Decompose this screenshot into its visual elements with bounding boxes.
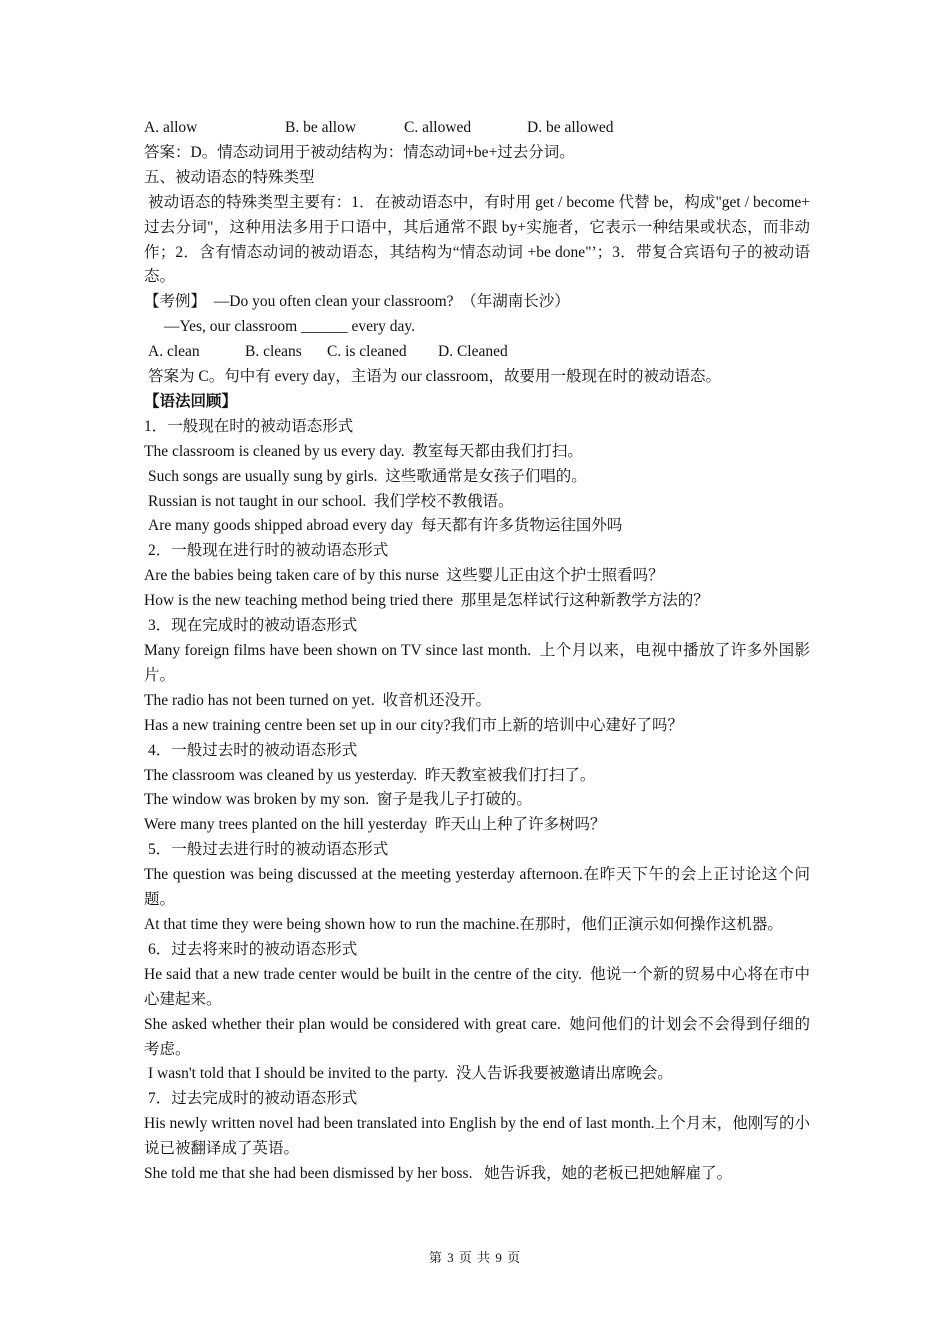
example-sentence: Russian is not taught in our school. 我们学校不教俄语。 <box>148 492 514 510</box>
option-b: B. cleans <box>245 343 302 361</box>
subsection-1-title: 1．一般现在时的被动语态形式 <box>144 417 354 435</box>
example-sentence: She told me that she had been dismissed by her boss. 她告诉我，她的老板已把她解雇了。 <box>144 1165 733 1183</box>
example-sentence: I wasn't told that I should be invited to the party. 没人告诉我要被邀请出席晚会。 <box>148 1065 673 1083</box>
example-sentence: He said that a new trade center would be built in the centre of the city. 他说一个新的贸易中心将在市中心建起来。 <box>144 965 810 1008</box>
answer-2: 答案为 C。句中有 every day，主语为 our classroom，故要用一般现在时的被动语态。 <box>148 368 722 386</box>
answer-options-1 <box>144 116 810 141</box>
subsection-6-title: 6．过去将来时的被动语态形式 <box>148 940 358 958</box>
option-d: D. be allowed <box>527 119 614 136</box>
page-content <box>144 116 814 1187</box>
example-sentence: The radio has not been turned on yet. 收音机还没开。 <box>144 691 491 709</box>
example-question: —Do you often clean your classroom? <box>213 293 454 311</box>
example-source: （年湖南长沙） <box>461 293 570 311</box>
option-c: C. allowed <box>404 119 472 136</box>
subsection-3-title: 3．现在完成时的被动语态形式 <box>148 617 358 635</box>
subsection-4-title: 4．一般过去时的被动语态形式 <box>148 741 358 759</box>
example-sentence: Are the babies being taken care of by this nurse 这些婴儿正由这个护士照看吗？ <box>144 567 664 585</box>
example <box>144 290 810 315</box>
option-b: B. be allow <box>285 119 357 136</box>
option-d: D. Cleaned <box>438 343 508 361</box>
answer-options-2 <box>144 340 810 365</box>
example-sentence: Were many trees planted on the hill yesterday 昨天山上种了许多树吗？ <box>144 816 606 834</box>
option-c: C. is cleaned <box>327 343 407 361</box>
option-a: A. allow <box>144 119 198 136</box>
example-sentence: His newly written novel had been translated into English by the end of last month.上个月末，他刚写的小说已被翻译成了英语。 <box>144 1115 810 1158</box>
subsection-7-title: 7．过去完成时的被动语态形式 <box>148 1090 358 1108</box>
example-answer-line: —Yes, our classroom ______ every day. <box>164 318 415 336</box>
example-sentence: Has a new training centre been set up in our city?我们市上新的培训中心建好了吗？ <box>144 716 683 734</box>
example-sentence: Are many goods shipped abroad every day 每天都有许多货物运往国外吗 <box>148 517 623 535</box>
example-sentence: The classroom is cleaned by us every day. 教室每天都由我们打扫。 <box>144 442 583 460</box>
example-sentence: She asked whether their plan would be considered with great care. 她问他们的计划会不会得到仔细的考虑。 <box>144 1015 810 1058</box>
example-sentence: At that time they were being shown how to run the machine.在那时，他们正演示如何操作这机器。 <box>144 915 783 933</box>
subsection-2-title: 2．一般现在进行时的被动语态形式 <box>148 542 389 560</box>
answer-1: 答案：D。情态动词用于被动结构为：情态动词+be+过去分词。 <box>144 143 575 161</box>
example-sentence: The classroom was cleaned by us yesterday. 昨天教室被我们打扫了。 <box>144 766 596 784</box>
example-sentence: The question was being discussed at the meeting yesterday afternoon.在昨天下午的会上正讨论这个问题。 <box>144 866 810 909</box>
review-title: 【语法回顾】 <box>144 392 238 410</box>
example-label: 【考例】 <box>144 293 207 311</box>
subsection-5-title: 5．一般过去进行时的被动语态形式 <box>148 841 389 859</box>
page-footer: 第 3 页 共 9 页 <box>428 1250 522 1265</box>
example-sentence: The window was broken by my son. 窗子是我儿子打破的。 <box>144 791 532 809</box>
example-sentence: Such songs are usually sung by girls. 这些歌通常是女孩子们唱的。 <box>148 467 587 485</box>
section-5-body: 被动语态的特殊类型主要有：1．在被动语态中，有时用 get / become 代替 be，构成"get / become+ 过去分词"，这种用法多用于口语中，其后通常不跟 by+实施者，它表示一种结果或状态，而非动作；2．含有情态动词的被动语态，其结构为“情态动词 +be done"’；3．带复合宾语句子的被动语态。 <box>144 193 814 286</box>
option-a: A. clean <box>148 343 200 361</box>
example-sentence: How is the new teaching method being tried there 那里是怎样试行这种新教学方法的？ <box>144 592 709 610</box>
example-sentence: Many foreign films have been shown on TV since last month. 上个月以来，电视中播放了许多外国影片。 <box>144 642 810 684</box>
section-5-title: 五、被动语态的特殊类型 <box>144 168 315 186</box>
